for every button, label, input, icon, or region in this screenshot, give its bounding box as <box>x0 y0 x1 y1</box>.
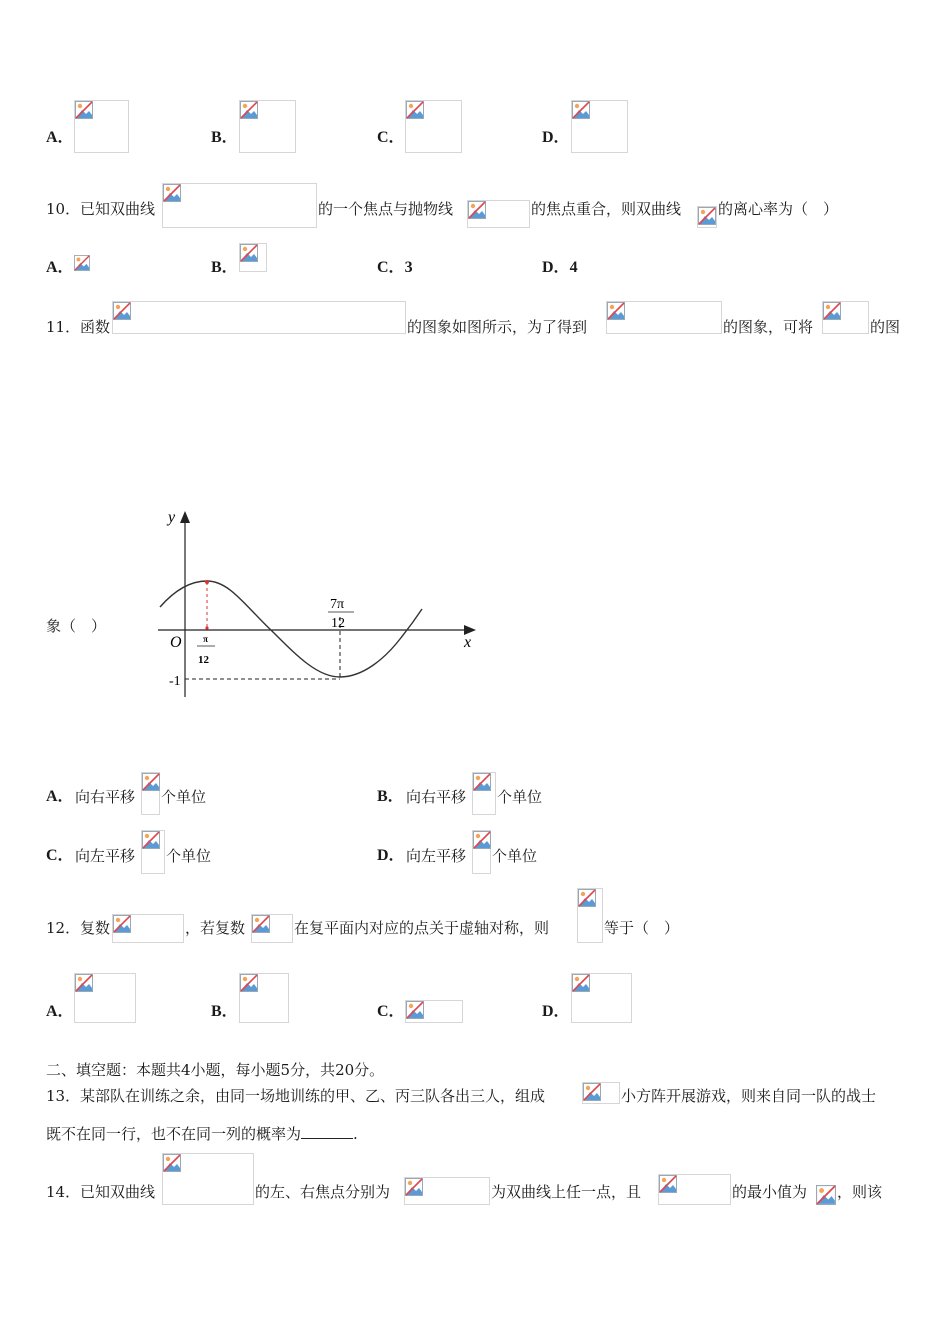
q11-text-4: 的图 <box>870 318 901 336</box>
broken-image-icon <box>816 1185 836 1205</box>
q12-option-d-label: D． <box>542 1003 570 1020</box>
broken-image-icon <box>405 1178 423 1196</box>
tick-pi-denominator: 12 <box>198 654 209 666</box>
q11-option-c-label: C． <box>46 847 74 864</box>
q14-text-1: 已知双曲线 <box>80 1183 156 1201</box>
q10-option-b-image <box>239 243 267 272</box>
q14-text-3: 为双曲线上任一点，且 <box>491 1183 642 1201</box>
q11-option-b-pre: 向右平移 <box>406 788 467 806</box>
q12-option-b-image <box>239 973 289 1023</box>
x-axis-label: x <box>464 634 472 651</box>
origin-label: O <box>170 634 182 651</box>
q9-option-c-label: C． <box>377 129 405 146</box>
broken-image-icon <box>75 101 93 119</box>
q10-option-a-image <box>74 254 90 272</box>
broken-image-icon <box>113 302 131 320</box>
q14-number: 14． <box>46 1183 81 1201</box>
broken-image-icon <box>473 773 491 791</box>
q10-text-4: 的离心率为（ ） <box>718 200 839 218</box>
broken-image-icon <box>252 915 270 933</box>
q10-option-c-label: C．3 <box>377 259 413 276</box>
q13-number: 13． <box>46 1087 81 1105</box>
y-axis-label: y <box>168 509 176 526</box>
q12-option-c-image <box>405 1000 463 1023</box>
q10-hyperbola-equation-image <box>162 183 317 228</box>
broken-image-icon <box>572 101 590 119</box>
q9-option-a-label: A． <box>46 129 74 146</box>
broken-image-icon <box>468 201 486 219</box>
broken-image-icon <box>572 974 590 992</box>
q12-complex-z2-image <box>251 914 293 943</box>
sine-graph <box>150 505 480 705</box>
q11-option-a-label: A． <box>46 788 74 805</box>
section-2-heading: 二、填空题：本题共4小题，每小题5分，共20分。 <box>46 1061 385 1079</box>
q10-number: 10． <box>46 200 81 218</box>
q12-text-4: 等于（ ） <box>604 919 680 937</box>
q10-parabola-equation-image <box>467 200 530 228</box>
q14-text-5: ，则该 <box>837 1183 883 1201</box>
broken-image-icon <box>113 915 131 933</box>
q10-option-b-label: B． <box>211 259 238 276</box>
broken-image-icon <box>142 773 160 791</box>
q12-complex-z1-image <box>112 914 184 943</box>
tick-pi-numerator: π <box>203 634 208 644</box>
q11-option-b-label: B． <box>377 788 404 805</box>
q13-matrix-size-image <box>582 1082 620 1104</box>
q12-number: 12． <box>46 919 81 937</box>
q12-text-1: 复数 <box>80 919 111 937</box>
q11-text-1: 函数 <box>80 318 111 336</box>
q10-text-3: 的焦点重合，则双曲线 <box>531 200 682 218</box>
q11-option-d-post: 个单位 <box>492 847 538 865</box>
q11-text-5: 象（ ） <box>46 617 107 635</box>
q10-curve-name-image <box>697 206 717 228</box>
broken-image-icon <box>240 244 258 262</box>
broken-image-icon <box>142 831 160 849</box>
q13-answer-blank[interactable] <box>301 1124 353 1139</box>
y-min-label: -1 <box>169 674 181 689</box>
q12-option-a-label: A． <box>46 1003 74 1020</box>
broken-image-icon <box>240 974 258 992</box>
broken-image-icon <box>163 1154 181 1172</box>
q12-option-b-label: B． <box>211 1003 238 1020</box>
q11-text-3: 的图象，可将 <box>723 318 814 336</box>
q11-option-a-image <box>141 772 160 815</box>
broken-image-icon <box>659 1175 677 1193</box>
broken-image-icon <box>578 889 596 907</box>
q14-hyperbola-equation-image <box>162 1153 254 1205</box>
q14-foci-image <box>404 1177 490 1205</box>
peak-point <box>205 580 209 584</box>
broken-image-icon <box>607 302 625 320</box>
broken-image-icon <box>698 207 716 225</box>
q14-text-4: 的最小值为 <box>732 1183 808 1201</box>
q12-option-d-image <box>571 973 632 1023</box>
broken-image-icon <box>406 1001 424 1019</box>
q10-option-d-label: D．4 <box>542 259 578 276</box>
q13-text-1: 某部队在训练之余，由同一场地训练的甲、乙、丙三队各出三人，组成 <box>80 1087 546 1105</box>
broken-image-icon <box>473 831 491 849</box>
q11-function-image <box>112 301 406 334</box>
q12-quotient-image <box>577 888 603 943</box>
broken-image-icon <box>823 302 841 320</box>
q11-option-b-post: 个单位 <box>497 788 543 806</box>
broken-image-icon <box>583 1083 601 1101</box>
q10-text-2: 的一个焦点与抛物线 <box>318 200 454 218</box>
q12-option-c-label: C． <box>377 1003 405 1020</box>
q11-option-a-post: 个单位 <box>161 788 207 806</box>
broken-image-icon <box>163 184 181 202</box>
q11-option-a-pre: 向右平移 <box>75 788 136 806</box>
q9-option-b-image <box>239 100 296 153</box>
q14-text-2: 的左、右焦点分别为 <box>255 1183 391 1201</box>
q9-option-d-label: D． <box>542 129 570 146</box>
q13-text-2: 小方阵开展游戏，则来自同一队的战士 <box>621 1087 877 1105</box>
q10-option-a-label: A． <box>46 259 74 276</box>
q11-option-b-image <box>472 772 496 815</box>
q11-target-function-image <box>606 301 722 334</box>
q14-expression-image <box>658 1174 731 1205</box>
q9-option-c-image <box>405 100 462 153</box>
q11-option-d-pre: 向左平移 <box>406 847 467 865</box>
q9-option-b-label: B． <box>211 129 238 146</box>
q11-option-c-pre: 向左平移 <box>75 847 136 865</box>
q11-text-2: 的图象如图所示，为了得到 <box>407 318 588 336</box>
q13-line-2: 既不在同一行，也不在同一列的概率为 . <box>46 1125 358 1143</box>
q11-option-d-image <box>472 830 491 874</box>
broken-image-icon <box>240 101 258 119</box>
q12-text-3: 在复平面内对应的点关于虚轴对称，则 <box>294 919 550 937</box>
broken-image-icon <box>74 254 90 272</box>
q11-option-d-label: D． <box>377 847 405 864</box>
peak-foot-point <box>205 626 208 629</box>
q14-min-value-image <box>816 1185 836 1205</box>
q11-option-c-image <box>141 830 165 874</box>
broken-image-icon <box>406 101 424 119</box>
q11-number: 11． <box>46 318 81 336</box>
q9-option-a-image <box>74 100 129 153</box>
tick-7pi-numerator: 7π <box>330 597 345 612</box>
y-axis-arrow <box>180 511 190 523</box>
q11-source-function-image <box>822 301 869 334</box>
q11-option-c-post: 个单位 <box>166 847 212 865</box>
broken-image-icon <box>75 974 93 992</box>
q12-text-2: ，若复数 <box>185 919 246 937</box>
tick-7pi-denominator: 12 <box>331 616 345 631</box>
q12-option-a-image <box>74 973 136 1023</box>
q10-text-1: 已知双曲线 <box>80 200 156 218</box>
q9-option-d-image <box>571 100 628 153</box>
